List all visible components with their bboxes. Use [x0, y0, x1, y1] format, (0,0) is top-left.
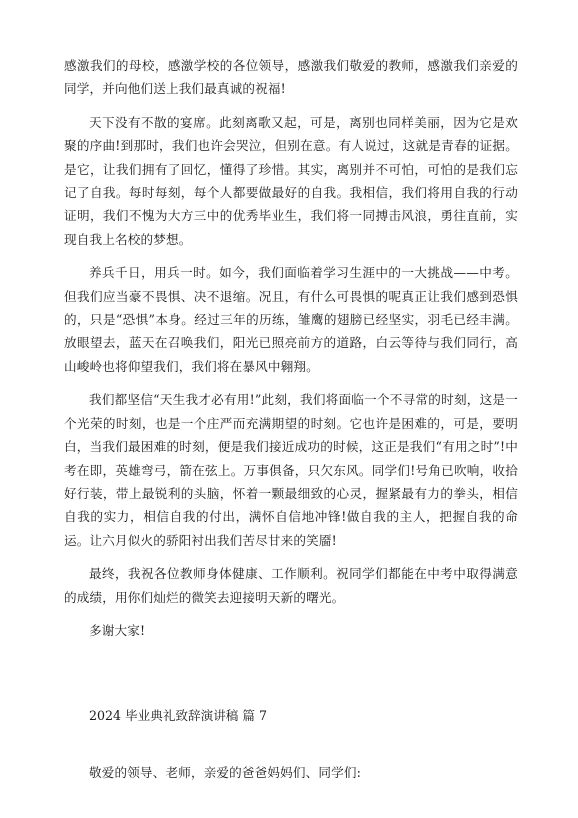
- paragraph-belief: 我们都坚信“天生我才必有用!”此刻，我们将面临一个不寻常的时刻，这是一个光荣的时刻，也是一个庄严而充满期望的时刻。它也许是困难的，可是，要明白，当我们最困难的时刻，便是我们接近成功的时候，这正是我们“有用之时”!中考在即，英雄弯弓，箭在弦上。万事俱备，只欠东风。同学们!号角已吹响，收拾好行装，带上最锐利的头脑，怀着一颗最细致的心灵，握紧最有力的拳头，相信自我的实力，相信自我的付出，满怀自信地冲锋!做自我的主人，把握自我的命运。让六月似火的骄阳衬出我们苦尽甘来的笑靥!: [64, 392, 518, 548]
- section-heading: 2024 毕业典礼致辞演讲稿 篇 7: [89, 708, 268, 724]
- paragraph-thanks: 多谢大家!: [89, 622, 146, 638]
- section-heading-wrap: [64, 704, 518, 727]
- paragraph-gratitude: 感激我们的母校，感激学校的各位领导，感激我们敬爱的教师，感激我们亲爱的同学，并向他们送上我们最真诚的祝福!: [64, 58, 518, 97]
- salutation: 敬爱的领导、老师，亲爱的爸爸妈妈们、同学们:: [89, 764, 362, 780]
- salutation-wrap: [64, 761, 518, 784]
- paragraph-farewell: 天下没有不散的宴席。此刻离歌又起，可是，离别也同样美丽，因为它是欢聚的序曲!到那时，我们也许会哭泣，但别在意。有人说过，这就是青春的证据。是它，让我们拥有了回忆，懂得了珍惜。其实，离别并不可怕，可怕的是我们忘记了自我。每时每刻，每个人都要做最好的自我。我相信，我们将用自我的行动证明，我们不愧为大方三中的优秀毕业生，我们将一同搏击风浪，勇往直前，实现自我上名校的梦想。: [64, 114, 518, 247]
- paragraph-wishes: 最终，我祝各位教师身体健康、工作顺利。祝同学们都能在中考中取得满意的成绩，用你们灿烂的微笑去迎接明天新的曙光。: [64, 566, 518, 605]
- document-body: [64, 54, 518, 784]
- paragraph-challenge: 养兵千日，用兵一时。如今，我们面临着学习生涯中的一大挑战——中考。但我们应当豪不畏惧、决不退缩。况且，有什么可畏惧的呢真正让我们感到恐惧的，只是“恐惧”本身。经过三年的历练，雏鹰的翅膀已经坚实，羽毛已经丰满。放眼望去，蓝天在召唤我们，阳光已照亮前方的道路，白云等待与我们同行，高山峻岭也将仰望我们，我们将在暴风中翱翔。: [64, 265, 518, 374]
